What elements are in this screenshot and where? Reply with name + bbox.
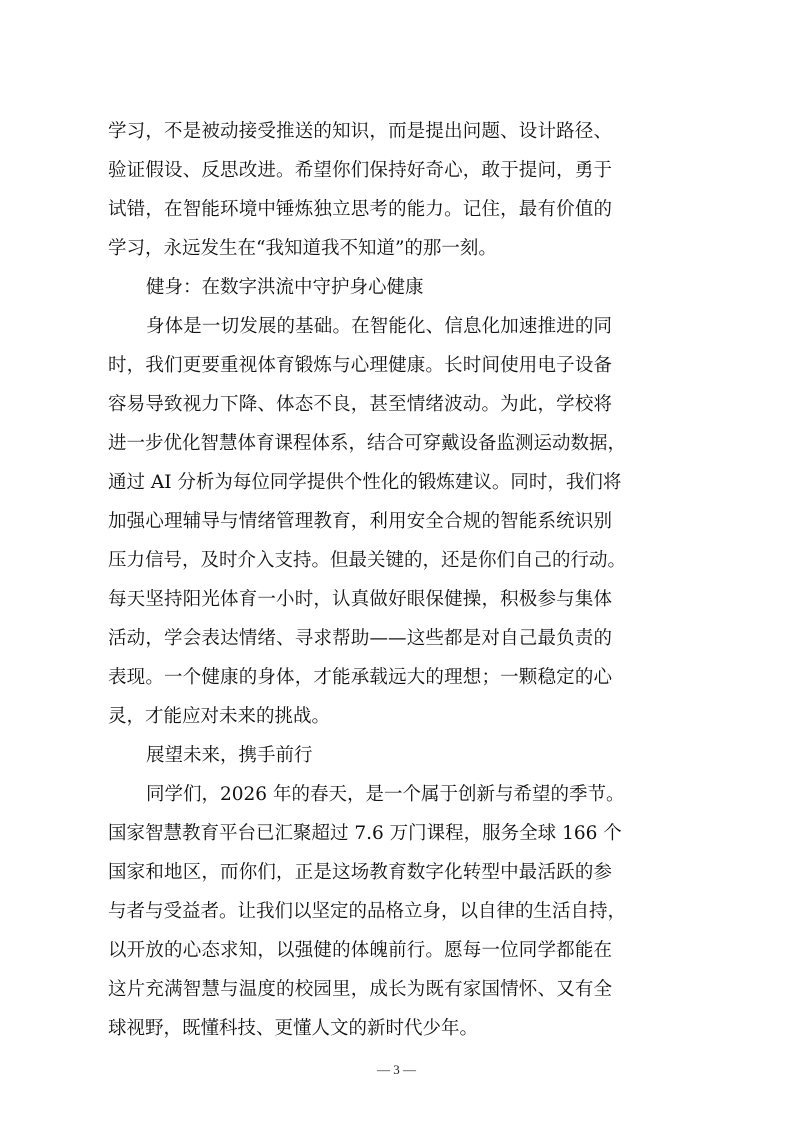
text-line: 学习，永远发生在“我知道我不知道”的那一刻。 [108,238,497,259]
page-number: — 3 — [377,1062,416,1077]
text-line: 灵，才能应对未来的挑战。 [108,706,331,727]
text-line: 身体是一切发展的基础。在智能化、信息化加速推进的同 [146,316,612,337]
text-line: 试错，在智能环境中锤炼独立思考的能力。记住，最有价值的 [108,199,612,220]
heading-text: 健身：在数字洪流中守护身心健康 [146,277,424,298]
text-line: 验证假设、反思改进。希望你们保持好奇心，敢于提问，勇于 [108,160,612,181]
text-line: 学习，不是被动接受推送的知识，而是提出问题、设计路径、 [108,121,612,142]
heading-text: 展望未来，携手前行 [146,745,313,766]
text-line: 压力信号，及时介入支持。但最关键的，还是你们自己的行动。 [108,550,627,571]
text-line: 球视野，既懂科技、更懂人文的新时代少年。 [108,1018,479,1039]
text-line: 国家和地区，而你们，正是这场教育数字化转型中最活跃的参 [108,862,612,883]
text-line: 同学们，2026 年的春天，是一个属于创新与希望的季节。 [146,784,625,805]
text-line: 与者与受益者。让我们以坚定的品格立身，以自律的生活自持， [108,901,627,922]
text-line: 每天坚持阳光体育一小时，认真做好眼保健操，积极参与集体 [108,589,612,610]
text-line: 表现。一个健康的身体，才能承载远大的理想；一颗稳定的心 [108,667,612,688]
text-line: 加强心理辅导与情绪管理教育，利用安全合规的智能系统识别 [108,511,612,532]
text-line: 容易导致视力下降、体态不良，甚至情绪波动。为此，学校将 [108,394,612,415]
text-line: 活动，学会表达情绪、寻求帮助——这些都是对自己最负责的 [108,628,612,649]
text-line: 国家智慧教育平台已汇聚超过 7.6 万门课程，服务全球 166 个 [108,823,622,844]
text-line: 时，我们更要重视体育锻炼与心理健康。长时间使用电子设备 [108,355,612,376]
text-line: 以开放的心态求知，以强健的体魄前行。愿每一位同学都能在 [108,940,612,961]
text-line: 进一步优化智慧体育课程体系，结合可穿戴设备监测运动数据， [108,433,627,454]
text-line: 通过 AI 分析为每位同学提供个性化的锻炼建议。同时，我们将 [108,472,622,493]
text-line: 这片充满智慧与温度的校园里，成长为既有家国情怀、又有全 [108,979,612,1000]
